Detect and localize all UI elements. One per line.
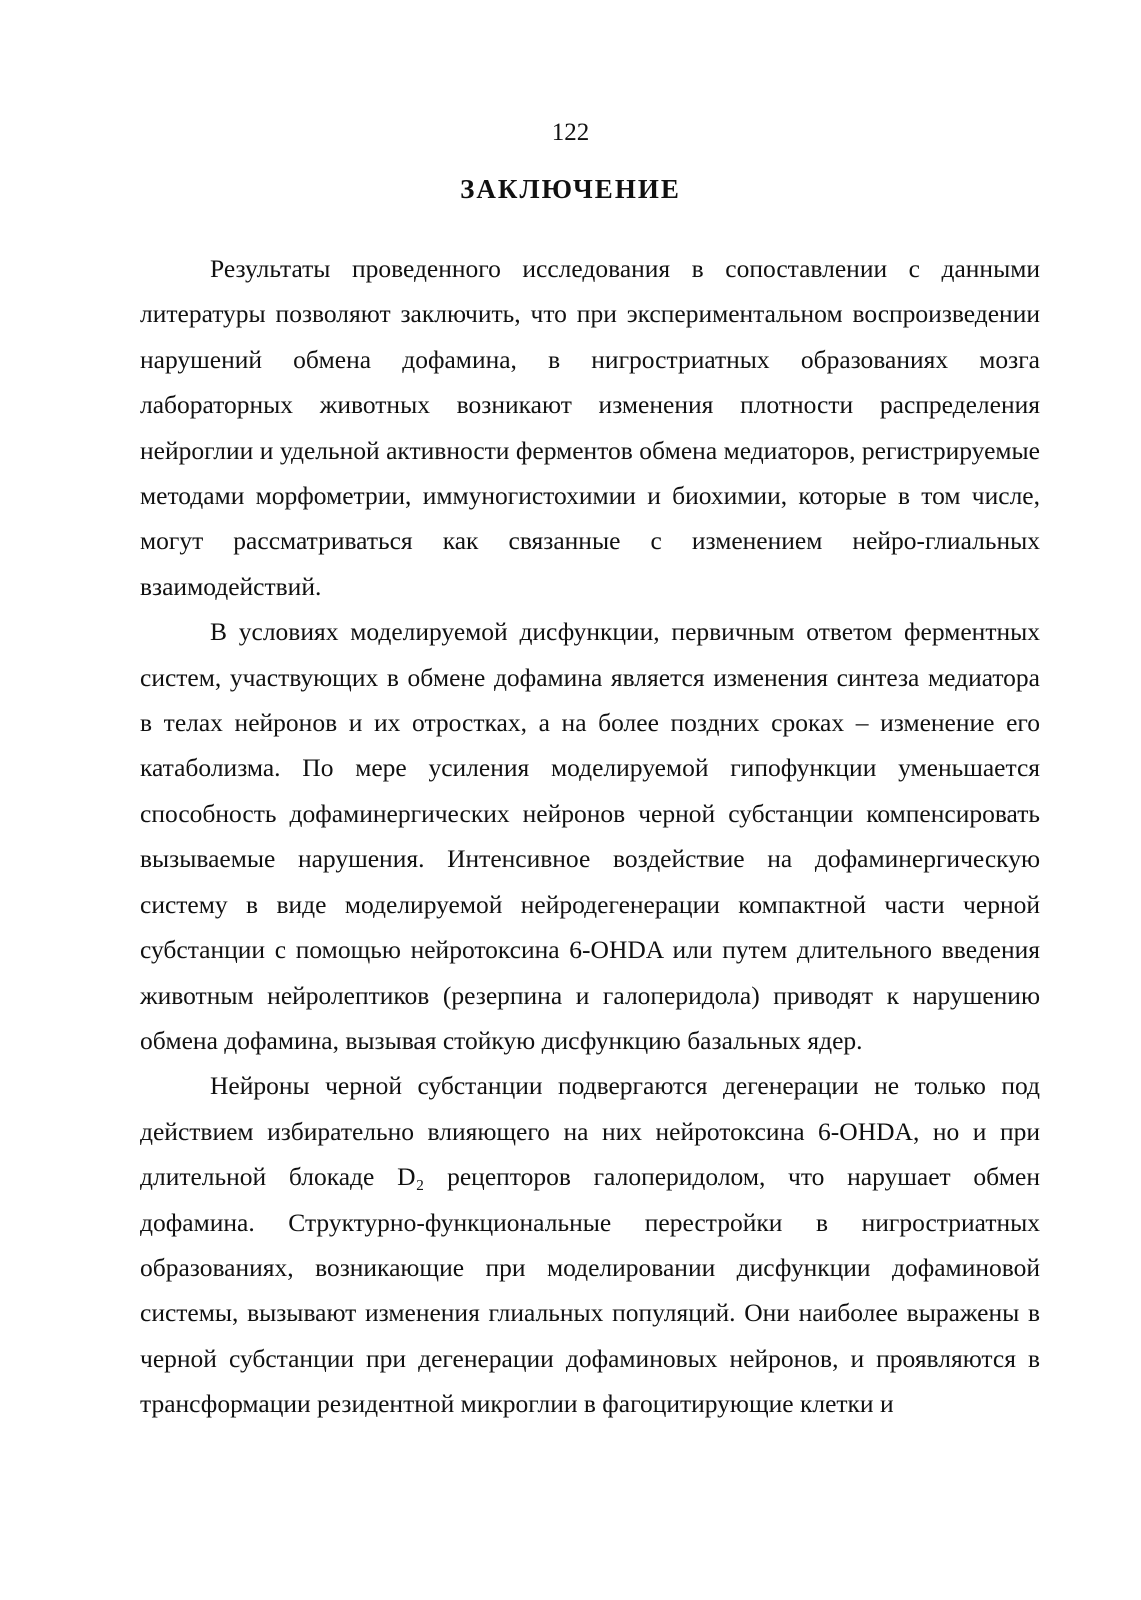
paragraph-3: Нейроны черной субстанции подвергаются дегенерации не только под действием избирательно влияющего на них нейротоксина 6-OHDA, но и при длительной блокаде D₂ рецепторов галоперидолом, что нарушает обмен дофамина. Структурно-функциональные перестройки в нигростриатных образованиях, возникающие при моделировании дисфункции дофаминовой системы, вызывают изменения глиальных популяций. Они наиболее выражены в черной субстанции при дегенерации дофаминовых нейронов, и проявляются в трансформации резидентной микроглии в фагоцитирующие клетки и xyxy=(140,1071,1040,1419)
body-text xyxy=(140,246,1040,1427)
section-heading: ЗАКЛЮЧЕНИЕ xyxy=(460,174,681,204)
paragraph-2: В условиях моделируемой дисфункции, первичным ответом ферментных систем, участвующих в обмене дофамина является изменения синтеза медиатора в телах нейронов и их отростках, а на более поздних сроках – изменение его катаболизма. По мере усиления моделируемой гипофункции уменьшается способность дофаминергических нейронов черной субстанции компенсировать вызываемые нарушения. Интенсивное воздействие на дофаминергическую систему в виде моделируемой нейродегенерации компактной части черной субстанции с помощью нейротоксина 6-OHDA или путем длительного введения животным нейролептиков (резерпина и галоперидола) приводят к нарушению обмена дофамина, вызывая стойкую дисфункцию базальных ядер. xyxy=(140,617,1040,1055)
page-number: 122 xyxy=(551,119,590,146)
paragraph-1: Результаты проведенного исследования в сопоставлении с данными литературы позволяют заключить, что при экспериментальном воспроизведении нарушений обмена дофамина, в нигростриатных образованиях мозга лабораторных животных возникают изменения плотности распределения нейроглии и удельной активности ферментов обмена медиаторов, регистрируемые методами морфометрии, иммуногистохимии и биохимии, которые в том числе, могут рассматриваться как связанные с изменением нейро-глиальных взаимодействий. xyxy=(140,254,1040,601)
